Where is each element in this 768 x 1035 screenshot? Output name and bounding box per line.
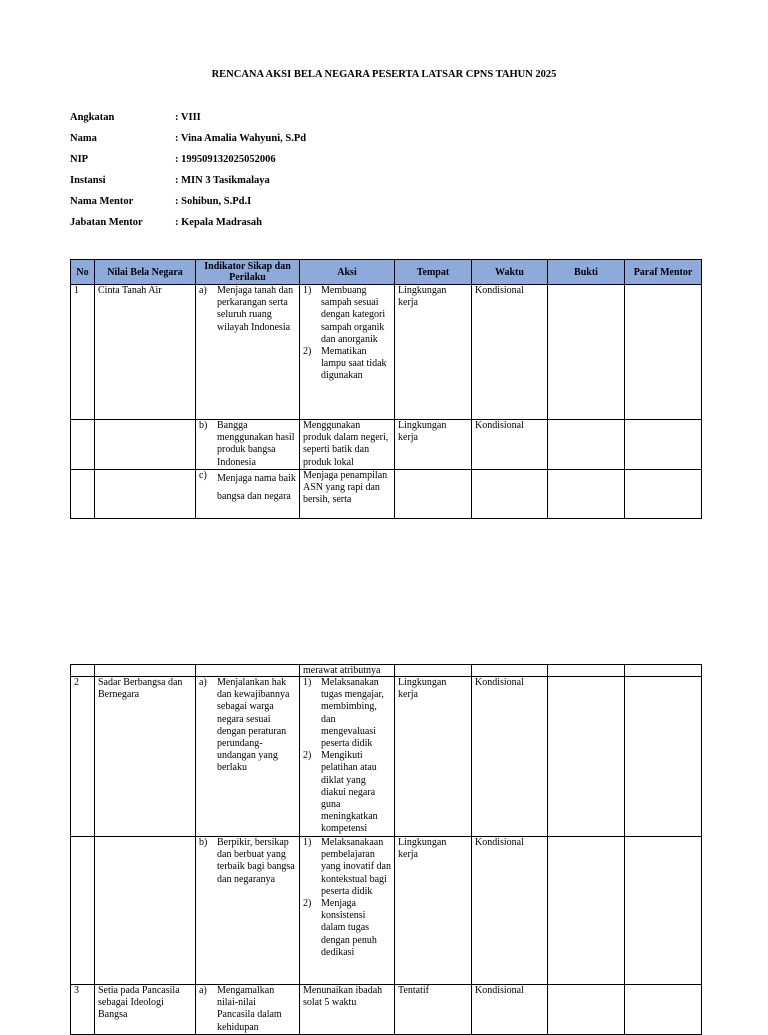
info-label: Angkatan <box>70 112 115 123</box>
indicator-text: Menjaga tanah dan perkarangan serta seluruh ruang wilayah Indonesia <box>217 285 294 333</box>
cell-aksi: Menggunakan produk dalam negeri, seperti batik dan produk lokal <box>300 420 395 470</box>
list-marker: 2) <box>303 346 312 358</box>
cell-tempat: Lingkungan kerja <box>395 420 472 470</box>
list-marker: 2) <box>303 750 312 762</box>
cell-no <box>71 837 95 985</box>
info-label: Instansi <box>70 175 106 186</box>
cell-waktu: Kondisional <box>472 285 548 420</box>
indicator-item <box>199 420 296 469</box>
info-value: : 199509132025052006 <box>175 154 276 165</box>
indicator-text: Mengamalkan nilai-nilai Pancasila dalam kehidupan <box>217 985 282 1033</box>
list-marker: a) <box>199 985 207 996</box>
action-plan-table-page2 <box>70 664 702 1035</box>
cell-no: 2 <box>71 677 95 837</box>
info-row-nip <box>70 154 306 175</box>
cell-indikator <box>196 665 300 677</box>
cell-nilai: Setia pada Pancasila sebagai Ideologi Bangsa <box>95 985 196 1035</box>
cell-tempat: Lingkungan kerja <box>395 837 472 985</box>
table-row <box>71 837 702 985</box>
cell-tempat: Tentatif <box>395 985 472 1035</box>
cell-tempat <box>395 665 472 677</box>
cell-aksi <box>300 285 395 420</box>
list-marker: a) <box>199 285 207 296</box>
cell-indikator <box>196 420 300 470</box>
cell-paraf <box>625 985 702 1035</box>
indicator-item <box>199 677 296 775</box>
table-row <box>71 420 702 470</box>
cell-aksi <box>300 677 395 837</box>
cell-indikator <box>196 677 300 837</box>
info-value: : Sohibun, S.Pd.I <box>175 196 252 207</box>
cell-nilai <box>95 837 196 985</box>
list-marker: 1) <box>303 837 312 848</box>
cell-indikator <box>196 470 300 519</box>
cell-bukti <box>548 677 625 837</box>
cell-bukti <box>548 837 625 985</box>
info-row-instansi <box>70 175 306 196</box>
cell-indikator <box>196 837 300 985</box>
list-marker: b) <box>199 837 208 848</box>
action-text: Melaksanakan tugas mengajar, membimbing, dan mengevaluasi peserta didik <box>321 677 384 750</box>
header-no: No <box>71 260 95 285</box>
cell-nilai <box>95 420 196 470</box>
header-waktu: Waktu <box>472 260 548 285</box>
cell-aksi <box>300 837 395 985</box>
info-value: : MIN 3 Tasikmalaya <box>175 175 270 186</box>
indicator-item <box>199 985 296 1034</box>
table-header-row <box>71 260 702 285</box>
action-text: Mengikuti pelatihan atau diklat yang diakui negara guna meningkatkan kompetensi <box>321 750 378 835</box>
cell-paraf <box>625 837 702 985</box>
cell-waktu: Kondisional <box>472 420 548 470</box>
cell-bukti <box>548 470 625 519</box>
action-item <box>303 898 391 959</box>
cell-tempat <box>395 470 472 519</box>
identity-block <box>70 112 306 238</box>
cell-no <box>71 470 95 519</box>
indicator-item <box>199 285 296 334</box>
action-text: Mematikan lampu saat tidak digunakan <box>321 346 387 382</box>
cell-no <box>71 665 95 677</box>
cell-paraf <box>625 285 702 420</box>
info-label: Nama <box>70 133 97 144</box>
info-row-angkatan <box>70 112 306 133</box>
indicator-text: Bangga menggunakan hasil produk bangsa Indonesia <box>217 420 295 468</box>
action-item <box>303 837 391 898</box>
cell-aksi: Menunaikan ibadah solat 5 waktu <box>300 985 395 1035</box>
header-bukti: Bukti <box>548 260 625 285</box>
cell-no: 3 <box>71 985 95 1035</box>
indicator-text: Berpikir, bersikap dan berbuat yang terbaik bagi bangsa dan negaranya <box>217 837 295 885</box>
list-marker: c) <box>199 470 207 481</box>
cell-paraf <box>625 665 702 677</box>
cell-paraf <box>625 677 702 837</box>
cell-nilai: Cinta Tanah Air <box>95 285 196 420</box>
table-row <box>71 985 702 1035</box>
cell-bukti <box>548 285 625 420</box>
indicator-text: Menjalankan hak dan kewajibannya sebagai warga negara sesuai dengan peraturan perundang-undangan yang berlaku <box>217 677 290 774</box>
cell-bukti <box>548 665 625 677</box>
cell-nilai <box>95 665 196 677</box>
document-title: RENCANA AKSI BELA NEGARA PESERTA LATSAR CPNS TAHUN 2025 <box>211 69 557 80</box>
table-row <box>71 470 702 519</box>
table-row <box>71 665 702 677</box>
header-aksi: Aksi <box>300 260 395 285</box>
cell-aksi: merawat atributnya <box>300 665 395 677</box>
cell-waktu <box>472 470 548 519</box>
info-value: : VIII <box>175 112 201 123</box>
info-row-nama-mentor <box>70 196 306 217</box>
info-value: : Kepala Madrasah <box>175 217 262 228</box>
header-nilai: Nilai Bela Negara <box>95 260 196 285</box>
action-plan-table-page1 <box>70 259 702 519</box>
info-label: Nama Mentor <box>70 196 134 207</box>
action-text: Membuang sampah sesuai dengan kategori sampah organik dan anorganik <box>321 285 386 345</box>
cell-paraf <box>625 470 702 519</box>
cell-no: 1 <box>71 285 95 420</box>
cell-paraf <box>625 420 702 470</box>
info-row-nama <box>70 133 306 154</box>
action-item <box>303 285 391 346</box>
cell-waktu: Kondisional <box>472 677 548 837</box>
indicator-text: Menjaga nama baik bangsa dan negara <box>217 473 296 502</box>
cell-tempat: Lingkungan kerja <box>395 285 472 420</box>
info-label: Jabatan Mentor <box>70 217 143 228</box>
table-row <box>71 285 702 420</box>
info-label: NIP <box>70 154 89 165</box>
action-text: Menjaga konsistensi dalam tugas dengan penuh dedikasi <box>321 898 377 958</box>
info-value: : Vina Amalia Wahyuni, S.Pd <box>175 133 307 144</box>
cell-nilai: Sadar Berbangsa dan Bernegara <box>95 677 196 837</box>
list-marker: b) <box>199 420 208 431</box>
cell-aksi: Menjaga penampilan ASN yang rapi dan bersih, serta <box>300 470 395 519</box>
list-marker: a) <box>199 677 207 688</box>
action-item <box>303 677 391 750</box>
cell-nilai <box>95 470 196 519</box>
cell-indikator <box>196 985 300 1035</box>
action-item <box>303 346 391 383</box>
cell-bukti <box>548 985 625 1035</box>
indicator-item <box>199 470 296 506</box>
header-paraf: Paraf Mentor <box>625 260 702 285</box>
action-item <box>303 750 391 835</box>
header-indikator: Indikator Sikap dan Perilaku <box>196 260 300 285</box>
list-marker: 1) <box>303 677 312 688</box>
cell-waktu: Kondisional <box>472 985 548 1035</box>
cell-tempat: Lingkungan kerja <box>395 677 472 837</box>
list-marker: 1) <box>303 285 312 296</box>
indicator-item <box>199 837 296 886</box>
cell-indikator <box>196 285 300 420</box>
table-row <box>71 677 702 837</box>
cell-no <box>71 420 95 470</box>
list-marker: 2) <box>303 898 312 910</box>
header-tempat: Tempat <box>395 260 472 285</box>
action-text: Melaksanakaan pembelajaran yang inovatif dan kontekstual bagi peserta didik <box>321 837 391 897</box>
cell-waktu: Kondisional <box>472 837 548 985</box>
cell-waktu <box>472 665 548 677</box>
cell-bukti <box>548 420 625 470</box>
info-row-jabatan-mentor <box>70 217 306 238</box>
